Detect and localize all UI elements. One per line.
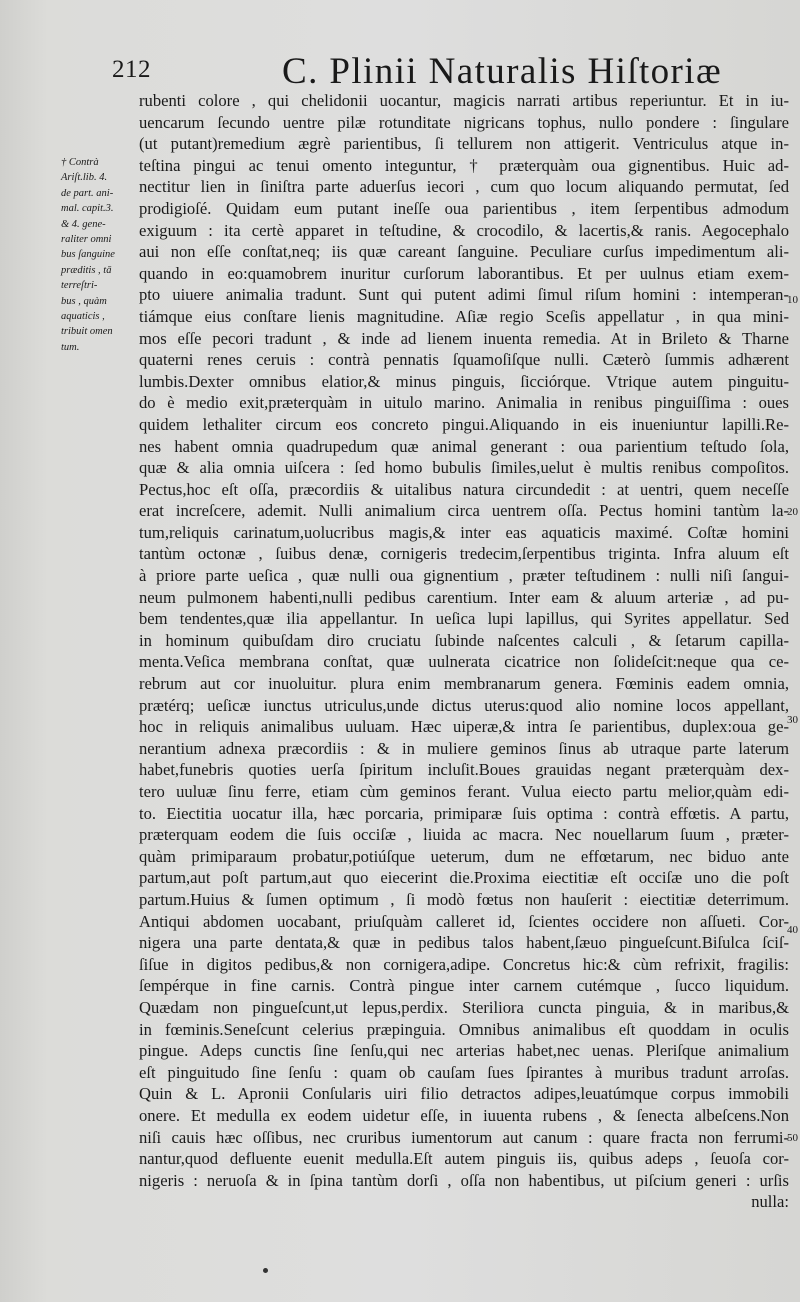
text-line: nulla:	[751, 1192, 789, 1212]
margin-note-line: aquaticis ,	[61, 311, 105, 323]
text-line: (ut putant)remedium ægrè parientibus, ſi tellurem non attigerit. Ventriculus atque in-	[139, 134, 789, 154]
text-line: pingue. Adeps cunctis ſine ſenſu,qui nec arterias habet,nec uenas. Pleriſque animalium	[139, 1041, 789, 1061]
text-line: rebrum aut cor inuoluitur. plura enim membranarum genera. Fœminis eadem omnia,	[139, 674, 789, 694]
margin-note-line: tribuit omen	[61, 326, 113, 338]
text-line: do è medio exit,præterquàm in uitulo marino. Animalia in renibus pinguiſſima : oues	[139, 393, 789, 413]
text-line: pto uiuere animalia tradunt. Sunt qui putent adimi ſimul riſum homini : intemperan-	[139, 285, 789, 305]
text-line: ſempérque in fine carnis. Contrà pingue inter carnem cutémque , ſucco liquidum.	[139, 976, 789, 996]
text-line: Pectus,hoc eſt oſſa, præcordiis & uitalibus natura circundedit : at uentri, quem neceſſe	[139, 479, 789, 499]
text-line: à priore parte ueſica , quæ nulli oua gignentium , præter teſtudinem : nulli niſi ſangui-	[139, 566, 789, 586]
text-line: bem tendentes,quæ ilia appellantur. In ueſica lupi lapillus, qui Syrites appellatur. Sed	[139, 609, 789, 629]
text-line: nantur,quod defluente euenit medulla.Eſt autem pinguis iis, quibus adeps , ſeuoſa cor-	[139, 1149, 789, 1169]
text-line: in hominum quibuſdam diro cruciatu ſubinde naſcentes calculi , & ſetarum capilla-	[139, 630, 789, 650]
text-line: tum,reliquis carinatum,uolucribus magis,& inter eas aquaticis maximé. Coſtæ homini	[139, 522, 789, 542]
text-line: quidem lethaliter circum eos concreto pingui.Aliquando in eis inueniuntur lapilli.Re-	[139, 414, 789, 434]
text-line: menta.Veſica membrana conſtat, quæ uulnerata cicatrice non ſolideſcit:neque qua ce-	[139, 652, 789, 672]
line-number: 20	[787, 506, 798, 518]
text-line: tiámque eius conſtare lienis magnitudine. Aſiæ regio Sceſis appellatur , in qua mini-	[139, 306, 789, 326]
text-line: erat increſcere, ademit. Nulli animalium circa uentrem oſſa. Pectus homini tantùm la-	[139, 501, 789, 521]
page-header	[112, 50, 723, 92]
text-line: Antiqui abdomen uocabant, priuſquàm calleret id, ſcientes occidere non aſſueti. Cor-	[139, 911, 789, 931]
margin-note	[61, 155, 129, 355]
margin-note-line: & 4. gene-	[61, 218, 106, 230]
margin-note-line: † Contrà	[61, 157, 99, 168]
text-line: nerantium adnexa præcordiis : & in muliere geminos ſinus ab utraque parte laterum	[139, 738, 789, 758]
text-line: Quædam non pingueſcunt,ut lepus,perdix. Steriliora cuncta pinguia, & in maribus,&	[139, 997, 789, 1017]
line-number: 50	[787, 1132, 798, 1144]
margin-note-line: mal. capit.3.	[61, 203, 114, 215]
text-line: rubenti colore , qui chelidonii uocantur, magicis narrati artibus reperiuntur. Et in iu-	[139, 91, 789, 110]
text-line: to. Eiectitia uocatur illa, hæc porcaria, primiparæ ſuis optima : contrà effœtis. A partu,	[139, 803, 789, 823]
text-line: uencarum ſecundo uentre pilæ rotunditate nigricans tophus, nullo pondere : ſingulare	[139, 112, 789, 132]
line-number: 40	[787, 924, 798, 936]
text-line: tero uuluæ ſinu ferre, etiam cùm geminos ferant. Vulua eiecto partu melior,quàm edi-	[139, 782, 789, 801]
running-title: C. Plinii Naturalis Hiſtoriæ	[282, 51, 723, 92]
text-line: teſtina pingui ac tenui omento integuntur, † præterquàm oua gignentibus. Huic ad-	[139, 155, 789, 175]
margin-note-line: Ariſt.lib. 4.	[61, 172, 108, 184]
margin-note-line: de part. ani-	[61, 187, 114, 199]
text-line: niſi cauis hæc oſſibus, nec cruribus iumentorum aut canum : quare fracta non ferrumi-	[139, 1127, 789, 1147]
text-line: Quin & L. Apronii Conſularis uiri filio detractos adipes,leuatúmque corpus immobili	[139, 1084, 789, 1104]
text-line: exiguum : ita certè apparet in teſtudine, & crocodilo, & lacertis,& ranis. Aegocephalo	[139, 220, 789, 240]
margin-note-line: bus , quàm	[61, 295, 107, 307]
margin-note-line: bus ſanguine	[61, 249, 115, 261]
text-line: neum pulmonem habenti,nulli pedibus carentium. Inter eam & aluum arteriæ , ad pu-	[139, 587, 789, 607]
page-number: 212	[112, 56, 151, 83]
text-line: nigeris : neruoſa & in ſpina tantùm dorſi , oſſa non habentibus, ut piſcium generi : urſis	[139, 1170, 789, 1190]
text-line: eſt pinguitudo ſine ſenſu : quam ob cauſam ſues ſpirantes à muribus tradunt arroſas.	[139, 1062, 789, 1082]
text-line: prætérq; ueſicæ iunctus utriculus,unde dictus uterus:quod alio nomine locos appellant,	[139, 695, 789, 715]
text-line: præterquam eodem die ſuis occiſæ , liuida ac macra. Nec nouellarum ſuum , præter-	[139, 825, 789, 845]
text-line: hoc in reliquis animalibus uuluam. Hæc uiperæ,& intra ſe parientibus, duplex:oua ge-	[139, 717, 789, 737]
text-line: in fœminis.Seneſcunt celerius præpinguia. Omnibus animalibus eſt quoddam in oculis	[139, 1019, 789, 1039]
text-line: onere. Et medulla ex eodem uidetur eſſe, in iuuenta rubens , & ſenecta albeſcens.Non	[139, 1105, 789, 1125]
ink-speck	[263, 1268, 268, 1273]
margin-note-line: tum.	[61, 341, 80, 353]
text-line: prodigioſé. Quidam eum putant ineſſe oua parientibus , item ſerpentibus admodum	[139, 198, 789, 218]
text-line: quaterni renes ceruis : contrà pennatis ſquamoſiſque nulli. Cæterò ſummis adhærent	[139, 350, 789, 370]
text-line: partum.Huius & ſumen optimum , ſi modò fœtus non hauſerit : eiectitiæ deterrimum.	[139, 889, 789, 909]
text-line: quando in eo:quamobrem inuritur curſorum laborantibus. Et per uulnus etiam exem-	[139, 263, 789, 283]
text-line: aui non eſſe conſtat,neq; iis quæ careant ſanguine. Peculiare curſus impedimentum ali-	[139, 242, 789, 262]
line-number: 30	[787, 714, 798, 726]
margin-note-line: raliter omni	[61, 234, 112, 246]
text-line: nectitur lien in ſiniſtra parte aduerſus iecori , cum quo locum aliquando permutat, ſed	[139, 177, 789, 197]
text-line: tantùm octonæ , ſuibus denæ, cornigeris tredecim,ſerpentibus triginta. Infra aluum eſt	[139, 544, 789, 564]
body-text	[139, 90, 789, 1213]
text-line: quæ & alia omnia uiſcera : ſed homo bubulis ſimiles,uelut è multis renibus compoſitos.	[139, 458, 789, 478]
text-line: habet,funebris quoties uerſa ſpiritum incluſit.Boues grauidas negant præterquàm dex-	[139, 760, 789, 780]
text-line: lumbis.Dexter omnibus elatior,& minus pinguis, ſicciórque. Vtrique autem pinguitu-	[139, 371, 789, 391]
text-line: nes habent omnia quadrupedum quæ animal generant : oua parientium teſtudo ſola,	[139, 436, 789, 456]
margin-note-line: præditis , tā	[61, 264, 112, 276]
line-number: 10	[787, 294, 798, 306]
text-line: nigera una parte dentata,& quæ in pedibus talos habent,ſæuo pingueſcunt.Biſulca ſciſ-	[139, 933, 789, 953]
text-line: quàm primiparaum probatur,potiúſque ueterum, dum ne effœtarum, nec biduo ante	[139, 846, 789, 866]
text-line: ſiſue in digitos pedibus,& non cornigera,adipe. Concretus hic:& cùm refrixit, fragilis:	[139, 954, 789, 974]
margin-note-line: terreſtri-	[61, 280, 98, 292]
text-line: mos eſſe pecori tradunt , & inde ad lienem inuenta remedia. At in Brileto & Tharne	[139, 328, 789, 348]
text-line: partum,aut poſt partum,aut quo eiecerint die.Proxima eiectitiæ eſt occiſæ uno die poſt	[139, 868, 789, 888]
